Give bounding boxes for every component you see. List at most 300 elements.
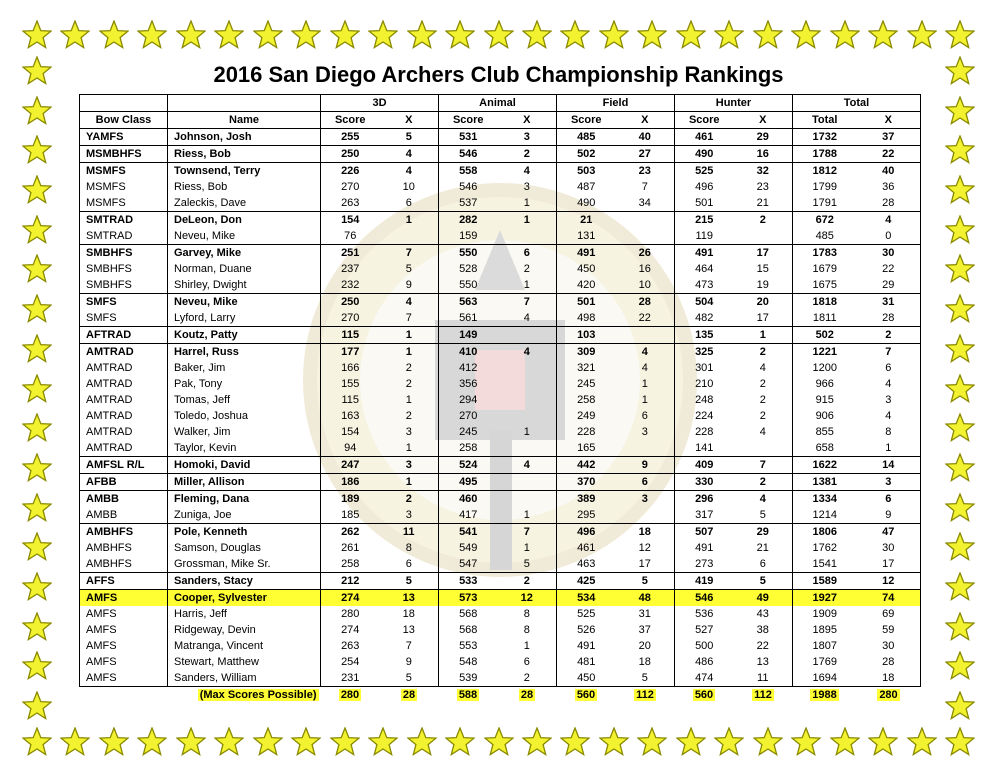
score-cell: 496 bbox=[675, 179, 734, 195]
score-cell: 501 bbox=[675, 195, 734, 212]
bow-class-cell: AMBHFS bbox=[80, 524, 168, 541]
bow-class-cell: MSMBHFS bbox=[80, 146, 168, 163]
score-cell: 672 bbox=[793, 212, 857, 229]
name-cell: Toledo, Joshua bbox=[168, 408, 321, 424]
score-cell: 550 bbox=[439, 245, 498, 262]
x-cell: 11 bbox=[380, 524, 439, 541]
bow-class-cell: AMFS bbox=[80, 606, 168, 622]
bow-class-cell: AMFS bbox=[80, 654, 168, 670]
column-header-x: X bbox=[380, 112, 439, 129]
star-icon bbox=[407, 20, 437, 50]
x-cell: 4 bbox=[380, 294, 439, 311]
x-cell: 5 bbox=[641, 672, 648, 684]
group-header-3d: 3D bbox=[321, 95, 439, 112]
group-header-field: Field bbox=[557, 95, 675, 112]
score-cell: 166 bbox=[321, 360, 380, 376]
score-cell: 410 bbox=[439, 344, 498, 361]
x-cell: 9 bbox=[405, 279, 412, 291]
score-cell: 1806 bbox=[793, 524, 857, 541]
score-cell: 94 bbox=[321, 440, 380, 457]
max-score-cell bbox=[321, 687, 380, 704]
star-icon bbox=[22, 453, 52, 483]
score-cell: 1799 bbox=[793, 179, 857, 195]
bow-class-cell: SMBHFS bbox=[80, 245, 168, 262]
star-icon bbox=[22, 334, 52, 364]
score-cell: 1694 bbox=[793, 670, 857, 687]
table-row bbox=[80, 344, 921, 361]
column-header-bow-class: Bow Class bbox=[80, 112, 168, 129]
score-cell: 280 bbox=[321, 606, 380, 622]
x-cell: 3 bbox=[380, 457, 439, 474]
score-cell: 855 bbox=[793, 424, 857, 440]
name-cell: Johnson, Josh bbox=[168, 129, 321, 146]
name-cell: Riess, Bob bbox=[168, 179, 321, 195]
score-cell: 501 bbox=[557, 294, 616, 311]
star-icon bbox=[945, 334, 975, 364]
x-cell: 30 bbox=[857, 638, 921, 654]
score-cell: 301 bbox=[675, 360, 734, 376]
star-icon bbox=[176, 727, 206, 757]
bow-class-cell: MSMFS bbox=[80, 195, 168, 212]
star-icon bbox=[522, 727, 552, 757]
score-cell: 485 bbox=[793, 228, 857, 245]
star-icon bbox=[445, 727, 475, 757]
score-cell: 525 bbox=[675, 163, 734, 180]
max-score-value: 280 bbox=[340, 689, 360, 701]
score-cell: 76 bbox=[321, 228, 380, 245]
max-score-cell bbox=[380, 687, 439, 704]
max-score-cell bbox=[675, 687, 734, 704]
x-cell: 5 bbox=[734, 573, 793, 590]
blank-cell bbox=[80, 687, 168, 704]
table-row bbox=[80, 310, 921, 327]
group-header-animal: Animal bbox=[439, 95, 557, 112]
bow-class-cell: AMTRAD bbox=[80, 344, 168, 361]
score-cell: 531 bbox=[439, 129, 498, 146]
score-cell: 463 bbox=[557, 556, 616, 573]
star-icon bbox=[714, 727, 744, 757]
blank-header bbox=[80, 95, 168, 112]
x-cell: 7 bbox=[405, 312, 412, 324]
star-icon bbox=[676, 727, 706, 757]
score-cell: 561 bbox=[439, 310, 498, 327]
score-cell: 533 bbox=[439, 573, 498, 590]
x-cell: 59 bbox=[857, 622, 921, 638]
x-cell: 5 bbox=[405, 672, 412, 684]
x-cell: 2 bbox=[759, 378, 766, 390]
x-cell bbox=[498, 228, 557, 245]
star-icon bbox=[137, 20, 167, 50]
star-icon bbox=[99, 20, 129, 50]
x-cell: 9 bbox=[405, 656, 412, 668]
bow-class-cell: AMBHFS bbox=[80, 540, 168, 556]
star-icon bbox=[22, 691, 52, 721]
x-cell: 8 bbox=[523, 624, 530, 636]
score-cell: 1622 bbox=[793, 457, 857, 474]
column-header-total: Total bbox=[793, 112, 857, 129]
name-cell: Matranga, Vincent bbox=[168, 638, 321, 654]
score-cell: 502 bbox=[557, 146, 616, 163]
column-header-x: X bbox=[616, 112, 675, 129]
score-cell: 245 bbox=[557, 376, 616, 392]
score-cell: 525 bbox=[557, 606, 616, 622]
star-icon bbox=[599, 20, 629, 50]
star-icon bbox=[945, 453, 975, 483]
score-cell: 420 bbox=[557, 277, 616, 294]
x-cell: 6 bbox=[498, 245, 557, 262]
score-cell: 270 bbox=[321, 179, 380, 195]
max-score-value: 112 bbox=[754, 689, 772, 701]
name-cell: Fleming, Dana bbox=[168, 491, 321, 508]
bow-class-cell: AMTRAD bbox=[80, 376, 168, 392]
x-cell: 13 bbox=[402, 624, 415, 636]
x-cell bbox=[498, 360, 557, 376]
star-icon bbox=[291, 20, 321, 50]
star-icon bbox=[753, 727, 783, 757]
score-cell: 558 bbox=[439, 163, 498, 180]
max-scores-row bbox=[80, 687, 921, 704]
x-cell bbox=[498, 474, 557, 491]
score-cell: 496 bbox=[557, 524, 616, 541]
score-cell: 231 bbox=[321, 670, 380, 687]
star-icon bbox=[599, 727, 629, 757]
score-cell: 248 bbox=[675, 392, 734, 408]
x-cell bbox=[380, 228, 439, 245]
score-cell: 21 bbox=[557, 212, 616, 229]
bow-class-cell: AMTRAD bbox=[80, 360, 168, 376]
star-icon bbox=[484, 20, 514, 50]
score-cell: 1541 bbox=[793, 556, 857, 573]
star-icon bbox=[945, 20, 975, 50]
x-cell: 5 bbox=[759, 509, 766, 521]
x-cell: 2 bbox=[523, 672, 530, 684]
x-cell: 18 bbox=[638, 656, 651, 668]
score-cell: 103 bbox=[557, 327, 616, 344]
max-score-cell bbox=[498, 687, 557, 704]
max-score-value: 112 bbox=[636, 689, 654, 701]
table-row bbox=[80, 212, 921, 229]
table-row bbox=[80, 261, 921, 277]
score-cell: 270 bbox=[321, 310, 380, 327]
bow-class-cell: MSMFS bbox=[80, 163, 168, 180]
x-cell: 2 bbox=[759, 394, 766, 406]
name-cell: Riess, Bob bbox=[168, 146, 321, 163]
table-row bbox=[80, 163, 921, 180]
name-cell: Tomas, Jeff bbox=[168, 392, 321, 408]
column-header-x: X bbox=[498, 112, 557, 129]
x-cell: 3 bbox=[523, 181, 530, 193]
score-cell: 149 bbox=[439, 327, 498, 344]
x-cell: 1 bbox=[523, 426, 530, 438]
x-cell: 29 bbox=[734, 129, 793, 146]
bow-class-cell: SMFS bbox=[80, 310, 168, 327]
score-cell: 282 bbox=[439, 212, 498, 229]
x-cell: 12 bbox=[857, 573, 921, 590]
star-icon bbox=[637, 727, 667, 757]
score-cell: 503 bbox=[557, 163, 616, 180]
score-cell: 330 bbox=[675, 474, 734, 491]
score-cell: 1334 bbox=[793, 491, 857, 508]
x-cell: 38 bbox=[756, 624, 769, 636]
star-icon bbox=[945, 727, 975, 757]
x-cell: 6 bbox=[616, 474, 675, 491]
x-cell: 22 bbox=[857, 146, 921, 163]
score-cell: 481 bbox=[557, 654, 616, 670]
star-icon bbox=[830, 20, 860, 50]
x-cell: 14 bbox=[857, 457, 921, 474]
score-cell: 442 bbox=[557, 457, 616, 474]
max-score-cell bbox=[857, 687, 921, 704]
x-cell: 1 bbox=[523, 509, 530, 521]
star-icon bbox=[945, 532, 975, 562]
star-icon bbox=[368, 727, 398, 757]
table-row bbox=[80, 195, 921, 212]
score-cell: 487 bbox=[557, 179, 616, 195]
star-icon bbox=[368, 20, 398, 50]
score-cell: 263 bbox=[321, 195, 380, 212]
x-cell: 40 bbox=[616, 129, 675, 146]
x-cell: 13 bbox=[756, 656, 769, 668]
column-header-row bbox=[80, 112, 921, 129]
score-cell: 119 bbox=[675, 228, 734, 245]
x-cell: 0 bbox=[857, 228, 921, 245]
star-icon bbox=[22, 175, 52, 205]
x-cell: 3 bbox=[857, 474, 921, 491]
bow-class-cell: SMBHFS bbox=[80, 261, 168, 277]
x-cell: 2 bbox=[734, 344, 793, 361]
bow-class-cell: SMTRAD bbox=[80, 228, 168, 245]
x-cell: 18 bbox=[402, 608, 415, 620]
star-icon bbox=[945, 493, 975, 523]
x-cell: 1 bbox=[857, 440, 921, 457]
score-cell: 527 bbox=[675, 622, 734, 638]
star-icon bbox=[560, 727, 590, 757]
score-cell: 537 bbox=[439, 195, 498, 212]
x-cell: 6 bbox=[759, 558, 766, 570]
score-cell: 425 bbox=[557, 573, 616, 590]
score-cell: 224 bbox=[675, 408, 734, 424]
score-cell: 389 bbox=[557, 491, 616, 508]
x-cell: 9 bbox=[616, 457, 675, 474]
score-cell: 491 bbox=[557, 245, 616, 262]
x-cell bbox=[616, 507, 675, 524]
x-cell: 3 bbox=[405, 426, 412, 438]
x-cell: 20 bbox=[734, 294, 793, 311]
x-cell: 1 bbox=[641, 378, 648, 390]
score-cell: 504 bbox=[675, 294, 734, 311]
name-cell: Zaleckis, Dave bbox=[168, 195, 321, 212]
max-score-cell bbox=[616, 687, 675, 704]
score-cell: 1812 bbox=[793, 163, 857, 180]
star-icon bbox=[22, 254, 52, 284]
x-cell: 69 bbox=[857, 606, 921, 622]
x-cell: 1 bbox=[498, 212, 557, 229]
max-score-cell bbox=[734, 687, 793, 704]
x-cell: 4 bbox=[734, 491, 793, 508]
max-score-cell bbox=[793, 687, 857, 704]
score-cell: 258 bbox=[439, 440, 498, 457]
x-cell: 19 bbox=[756, 279, 769, 291]
bow-class-cell: AMFS bbox=[80, 622, 168, 638]
name-cell: Sanders, William bbox=[168, 670, 321, 687]
score-cell: 450 bbox=[557, 670, 616, 687]
star-icon bbox=[484, 727, 514, 757]
column-header-score: Score bbox=[675, 112, 734, 129]
x-cell: 10 bbox=[402, 181, 415, 193]
x-cell: 7 bbox=[857, 344, 921, 361]
score-cell: 165 bbox=[557, 440, 616, 457]
name-cell: Ridgeway, Devin bbox=[168, 622, 321, 638]
star-icon bbox=[676, 20, 706, 50]
star-icon bbox=[945, 413, 975, 443]
table-row bbox=[80, 424, 921, 440]
score-cell: 490 bbox=[675, 146, 734, 163]
name-cell: Baker, Jim bbox=[168, 360, 321, 376]
name-cell: Harrel, Russ bbox=[168, 344, 321, 361]
star-icon bbox=[445, 20, 475, 50]
x-cell bbox=[734, 440, 793, 457]
x-cell: 6 bbox=[641, 410, 648, 422]
x-cell: 1 bbox=[380, 344, 439, 361]
star-icon bbox=[791, 727, 821, 757]
table-row bbox=[80, 146, 921, 163]
score-cell: 546 bbox=[439, 179, 498, 195]
x-cell: 22 bbox=[857, 261, 921, 277]
score-cell: 325 bbox=[675, 344, 734, 361]
score-cell: 262 bbox=[321, 524, 380, 541]
score-cell: 247 bbox=[321, 457, 380, 474]
score-cell: 215 bbox=[675, 212, 734, 229]
bow-class-cell: SMBHFS bbox=[80, 277, 168, 294]
x-cell: 4 bbox=[380, 146, 439, 163]
star-icon bbox=[830, 727, 860, 757]
x-cell: 36 bbox=[857, 179, 921, 195]
x-cell: 10 bbox=[638, 279, 651, 291]
score-cell: 546 bbox=[675, 590, 734, 607]
score-cell: 1818 bbox=[793, 294, 857, 311]
x-cell: 1 bbox=[405, 442, 412, 454]
score-cell: 573 bbox=[439, 590, 498, 607]
x-cell: 21 bbox=[756, 542, 769, 554]
score-cell: 541 bbox=[439, 524, 498, 541]
max-score-value: 28 bbox=[402, 689, 416, 701]
x-cell: 16 bbox=[734, 146, 793, 163]
x-cell: 4 bbox=[498, 163, 557, 180]
star-icon bbox=[22, 532, 52, 562]
star-icon bbox=[176, 20, 206, 50]
star-icon bbox=[253, 727, 283, 757]
score-cell: 1895 bbox=[793, 622, 857, 638]
score-cell: 1762 bbox=[793, 540, 857, 556]
score-cell: 547 bbox=[439, 556, 498, 573]
score-cell: 498 bbox=[557, 310, 616, 327]
name-cell: Sanders, Stacy bbox=[168, 573, 321, 590]
star-icon bbox=[945, 96, 975, 126]
max-score-value: 1988 bbox=[812, 689, 837, 701]
table-row bbox=[80, 228, 921, 245]
score-cell: 263 bbox=[321, 638, 380, 654]
name-cell: Cooper, Sylvester bbox=[168, 590, 321, 607]
x-cell bbox=[498, 376, 557, 392]
star-icon bbox=[945, 135, 975, 165]
x-cell: 22 bbox=[638, 312, 651, 324]
page-title: 2016 San Diego Archers Club Championship Rankings bbox=[213, 62, 784, 87]
score-cell: 539 bbox=[439, 670, 498, 687]
bow-class-cell: AMBHFS bbox=[80, 556, 168, 573]
score-cell: 258 bbox=[321, 556, 380, 573]
score-cell: 356 bbox=[439, 376, 498, 392]
bow-class-cell: AMFS bbox=[80, 670, 168, 687]
star-icon bbox=[253, 20, 283, 50]
star-icon bbox=[945, 215, 975, 245]
star-icon bbox=[291, 727, 321, 757]
x-cell: 2 bbox=[380, 491, 439, 508]
name-cell: Lyford, Larry bbox=[168, 310, 321, 327]
x-cell: 37 bbox=[638, 624, 651, 636]
score-cell: 549 bbox=[439, 540, 498, 556]
x-cell: 28 bbox=[857, 310, 921, 327]
score-cell: 250 bbox=[321, 146, 380, 163]
name-cell: Shirley, Dwight bbox=[168, 277, 321, 294]
column-header-x: X bbox=[734, 112, 793, 129]
star-icon bbox=[22, 215, 52, 245]
max-score-cell bbox=[557, 687, 616, 704]
star-icon bbox=[137, 727, 167, 757]
x-cell: 17 bbox=[734, 245, 793, 262]
score-cell: 135 bbox=[675, 327, 734, 344]
x-cell bbox=[498, 440, 557, 457]
x-cell: 29 bbox=[857, 277, 921, 294]
score-cell: 163 bbox=[321, 408, 380, 424]
score-cell: 474 bbox=[675, 670, 734, 687]
score-cell: 495 bbox=[439, 474, 498, 491]
score-cell: 261 bbox=[321, 540, 380, 556]
table-row bbox=[80, 408, 921, 424]
star-icon bbox=[22, 493, 52, 523]
name-cell: Pole, Kenneth bbox=[168, 524, 321, 541]
x-cell bbox=[616, 228, 675, 245]
score-cell: 295 bbox=[557, 507, 616, 524]
x-cell: 2 bbox=[405, 362, 412, 374]
x-cell: 8 bbox=[523, 608, 530, 620]
score-cell: 419 bbox=[675, 573, 734, 590]
x-cell bbox=[616, 212, 675, 229]
table-row bbox=[80, 327, 921, 344]
score-cell: 1769 bbox=[793, 654, 857, 670]
score-cell: 294 bbox=[439, 392, 498, 408]
score-cell: 1675 bbox=[793, 277, 857, 294]
bow-class-cell: MSMFS bbox=[80, 179, 168, 195]
bow-class-cell: AMTRAD bbox=[80, 424, 168, 440]
column-header-score: Score bbox=[557, 112, 616, 129]
x-cell: 16 bbox=[638, 263, 651, 275]
bow-class-cell: AMBB bbox=[80, 507, 168, 524]
bow-class-cell: AMFS bbox=[80, 638, 168, 654]
x-cell: 2 bbox=[498, 573, 557, 590]
score-cell: 546 bbox=[439, 146, 498, 163]
x-cell: 31 bbox=[638, 608, 651, 620]
x-cell: 3 bbox=[641, 426, 648, 438]
x-cell: 9 bbox=[857, 507, 921, 524]
x-cell: 1 bbox=[641, 394, 648, 406]
star-icon bbox=[22, 727, 52, 757]
x-cell: 5 bbox=[380, 573, 439, 590]
score-cell: 482 bbox=[675, 310, 734, 327]
score-cell: 568 bbox=[439, 606, 498, 622]
x-cell: 7 bbox=[380, 245, 439, 262]
table-row bbox=[80, 294, 921, 311]
score-cell: 906 bbox=[793, 408, 857, 424]
